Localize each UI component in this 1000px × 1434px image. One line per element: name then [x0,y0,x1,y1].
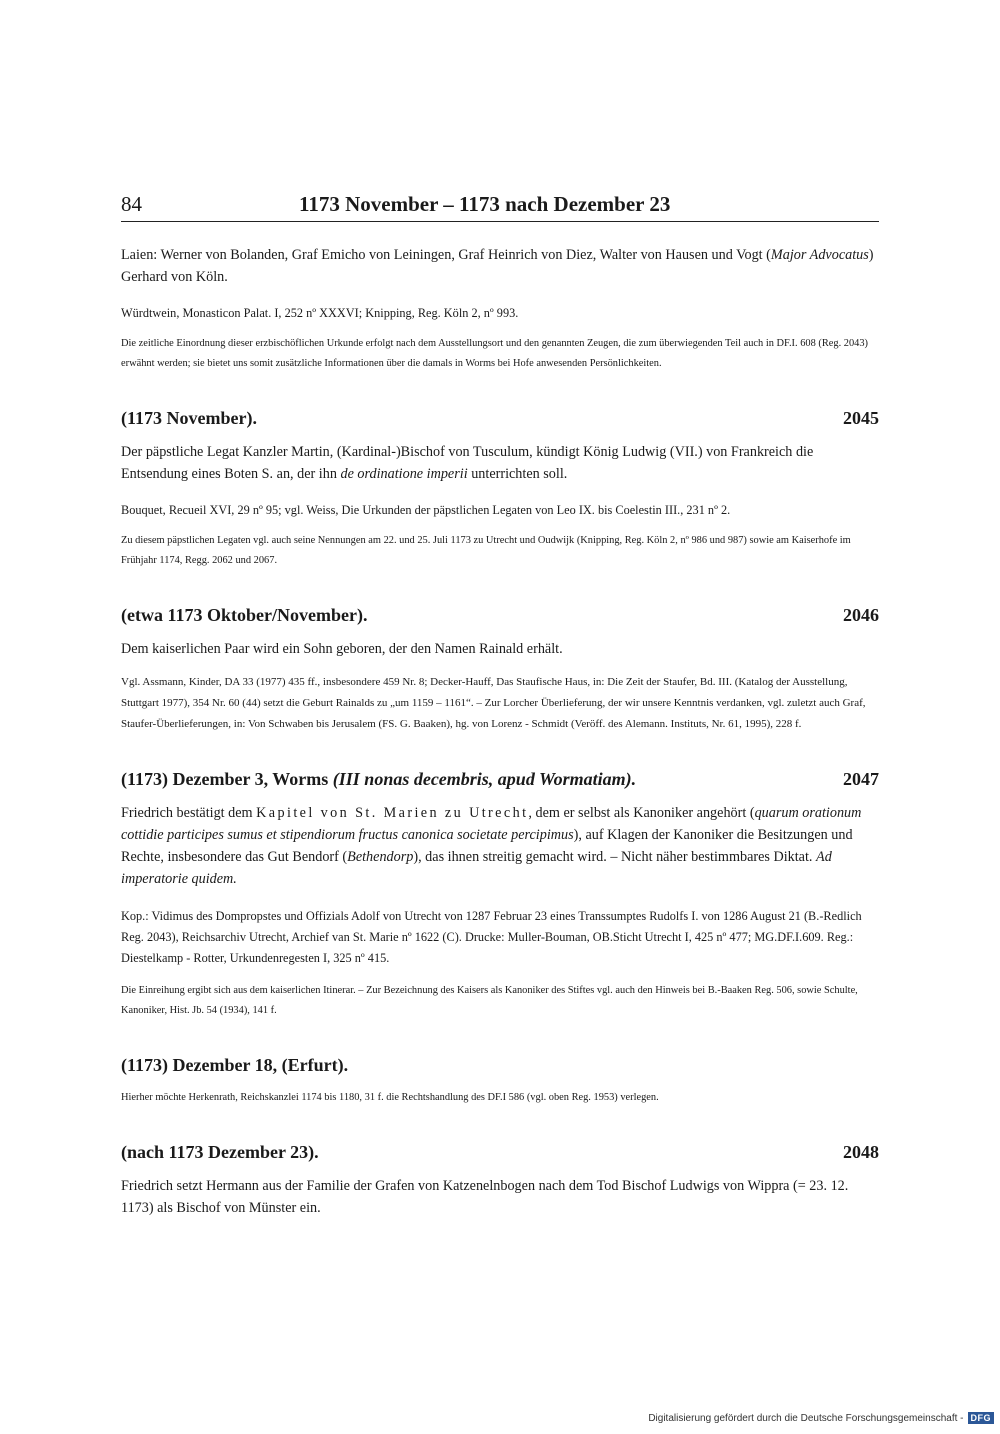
entry-heading [121,1055,879,1076]
entry-number: 2047 [843,769,879,789]
regest-text: Friedrich setzt Hermann aus der Familie der Grafen von Katzenelnbogen nach dem Tod Bischof Ludwigs von Wippra (= 23. 12. 1173) als Bischof von Münster ein. [121,1178,849,1216]
text-run: Der päpstliche Legat Kanzler Martin, (Kardinal-)Bischof von Tusculum, kündigt König Ludwig (VII.) von Frankreich die Entsendung eines Boten S. an, der ihn [121,444,814,482]
italic-run: Bethendorp [347,849,414,865]
entry-date [121,769,636,790]
entry-heading [121,605,879,626]
regest-text [121,802,879,890]
italic-run: Ad imperatorie quidem. [121,849,832,887]
commentary-note: Die Einreihung ergibt sich aus dem kaiserlichen Itinerar. – Zur Bezeichnung des Kaisers als Kanoniker des Stiftes vgl. auch den Hinweis bei B.-Baaken Reg. 506, sowie Schulte, Kanoniker, Hist. Jb. 54 (1934), 141 f. [121,985,858,1016]
text-run: ) Gerhard von Köln. [121,247,874,285]
entry-date: (1173 November). [121,408,257,428]
regest-2045 [121,408,879,571]
text-run: Laien: Werner von Bolanden, Graf Emicho von Leiningen, Graf Heinrich von Diez, Walter von Hausen und Vogt ( [121,247,771,263]
source-citation: Würdtwein, Monasticon Palat. I, 252 nº XXXVI; Knipping, Reg. Köln 2, nº 993. [121,306,519,320]
source-citation: Bouquet, Recueil XVI, 29 nº 95; vgl. Weiss, Die Urkunden der päpstlichen Legaten von Leo IX. bis Coelestin III., 231 nº 2. [121,503,731,517]
page-number: 84 [121,192,142,216]
regest-2046 [121,605,879,735]
text-run: unterrichten soll. [467,466,568,482]
running-head [121,192,879,222]
italic-run: de ordinatione imperii [340,466,468,482]
entry-date: (etwa 1173 Oktober/November). [121,605,368,625]
source-citation: Vgl. Assmann, Kinder, DA 33 (1977) 435 ff., insbesondere 459 Nr. 8; Decker-Hauff, Das Staufische Haus, in: Die Zeit der Staufer, Bd. III. (Katalog der Ausstellung, Stuttgart 1977), 354 Nr. 60 (44) setzt die Geburt Rainalds zu „um 1159 – 1161“. – Zur Lorcher Überlieferung, der wir unsere Kenntnis verdanken, vgl. zuletzt auch Graf, Staufer-Überlieferungen, in: Von Schwaben bis Jerusalem (FS. G. Baaken), hg. von Lorenz - Schmidt (Veröff. des Alemann. Instituts, Nr. 61, 1995), 228 f. [121,676,866,730]
entry-number: 2048 [843,1142,879,1162]
document-page [121,192,879,1219]
entry-heading [121,1142,879,1163]
spaced-run: Kapitel von St. Marien zu Utrecht [256,805,529,821]
dfg-logo: DFG [968,1412,995,1424]
text-run: , dem er selbst als Kanoniker angehört ( [528,805,755,821]
regest-text [121,441,879,485]
regest-erfurt [121,1055,879,1108]
regest-2048 [121,1142,879,1219]
text-run: ), auf Klagen der Kanoniker die Besitzungen und Rechte, insbesondere das Gut Bendorf ( [121,827,853,865]
commentary-note: Hierher möchte Herkenrath, Reichskanzlei 1174 bis 1180, 31 f. die Rechtshandlung des DF.I 586 (vgl. oben Reg. 1953) verlegen. [121,1092,659,1103]
entry-heading [121,769,879,790]
italic-run: quarum orationum cottidie participes sumus et stipendiorum fructus canonica societate percipimus [121,805,862,843]
italic-run: (III nonas decembris, apud Wormatiam). [332,769,637,789]
funding-footer [648,1412,994,1424]
entry-number: 2046 [843,605,879,625]
regest-text: Dem kaiserlichen Paar wird ein Sohn geboren, der den Namen Rainald erhält. [121,641,563,657]
regest-2047 [121,769,879,1021]
commentary-note: Zu diesem päpstlichen Legaten vgl. auch seine Nennungen am 22. und 25. Juli 1173 zu Utrecht und Oudwijk (Knipping, Reg. Köln 2, nº 986 und 987) sowie am Kaiserhofe im Frühjahr 1174, Regg. 2062 und 2067. [121,535,851,566]
entry-heading [121,408,879,429]
laien-paragraph [121,244,879,288]
text-run: Friedrich bestätigt dem [121,805,257,821]
entry-date: (nach 1173 Dezember 23). [121,1142,319,1162]
source-citation: Kop.: Vidimus des Dompropstes und Offizials Adolf von Utrecht von 1287 Februar 23 eines Transsumptes Rudolfs I. von 1286 August 21 (B.-Redlich Reg. 2043), Reichsarchiv Utrecht, Archief van St. Marie nº 1622 (C). Drucke: Muller-Bouman, OB.Sticht Utrecht I, 425 nº 477; MG.DF.I.609. Reg.: Diestelkamp - Rotter, Urkundenregesten I, 325 nº 415. [121,909,862,965]
entry-number: 2045 [843,408,879,428]
text-run: (1173) Dezember 3, Worms [121,769,333,789]
commentary-note: Die zeitliche Einordnung dieser erzbischöflichen Urkunde erfolgt nach dem Ausstellungsort und den genannten Zeugen, die zum überwiegenden Teil auch in DF.I. 608 (Reg. 2043) erwähnt werden; sie bietet uns somit zusätzliche Informationen über die damals in Worms bei Hofe anwesenden Persönlichkeiten. [121,338,869,369]
italic-run: Major Advocatus [770,247,869,263]
text-run: ), das ihnen streitig gemacht wird. – Nicht näher bestimmbares Diktat. [413,849,817,865]
footer-text: Digitalisierung gefördert durch die Deutsche Forschungsgemeinschaft - [648,1412,964,1424]
running-title: 1173 November – 1173 nach Dezember 23 [299,192,671,216]
entry-date: (1173) Dezember 18, (Erfurt). [121,1055,349,1075]
